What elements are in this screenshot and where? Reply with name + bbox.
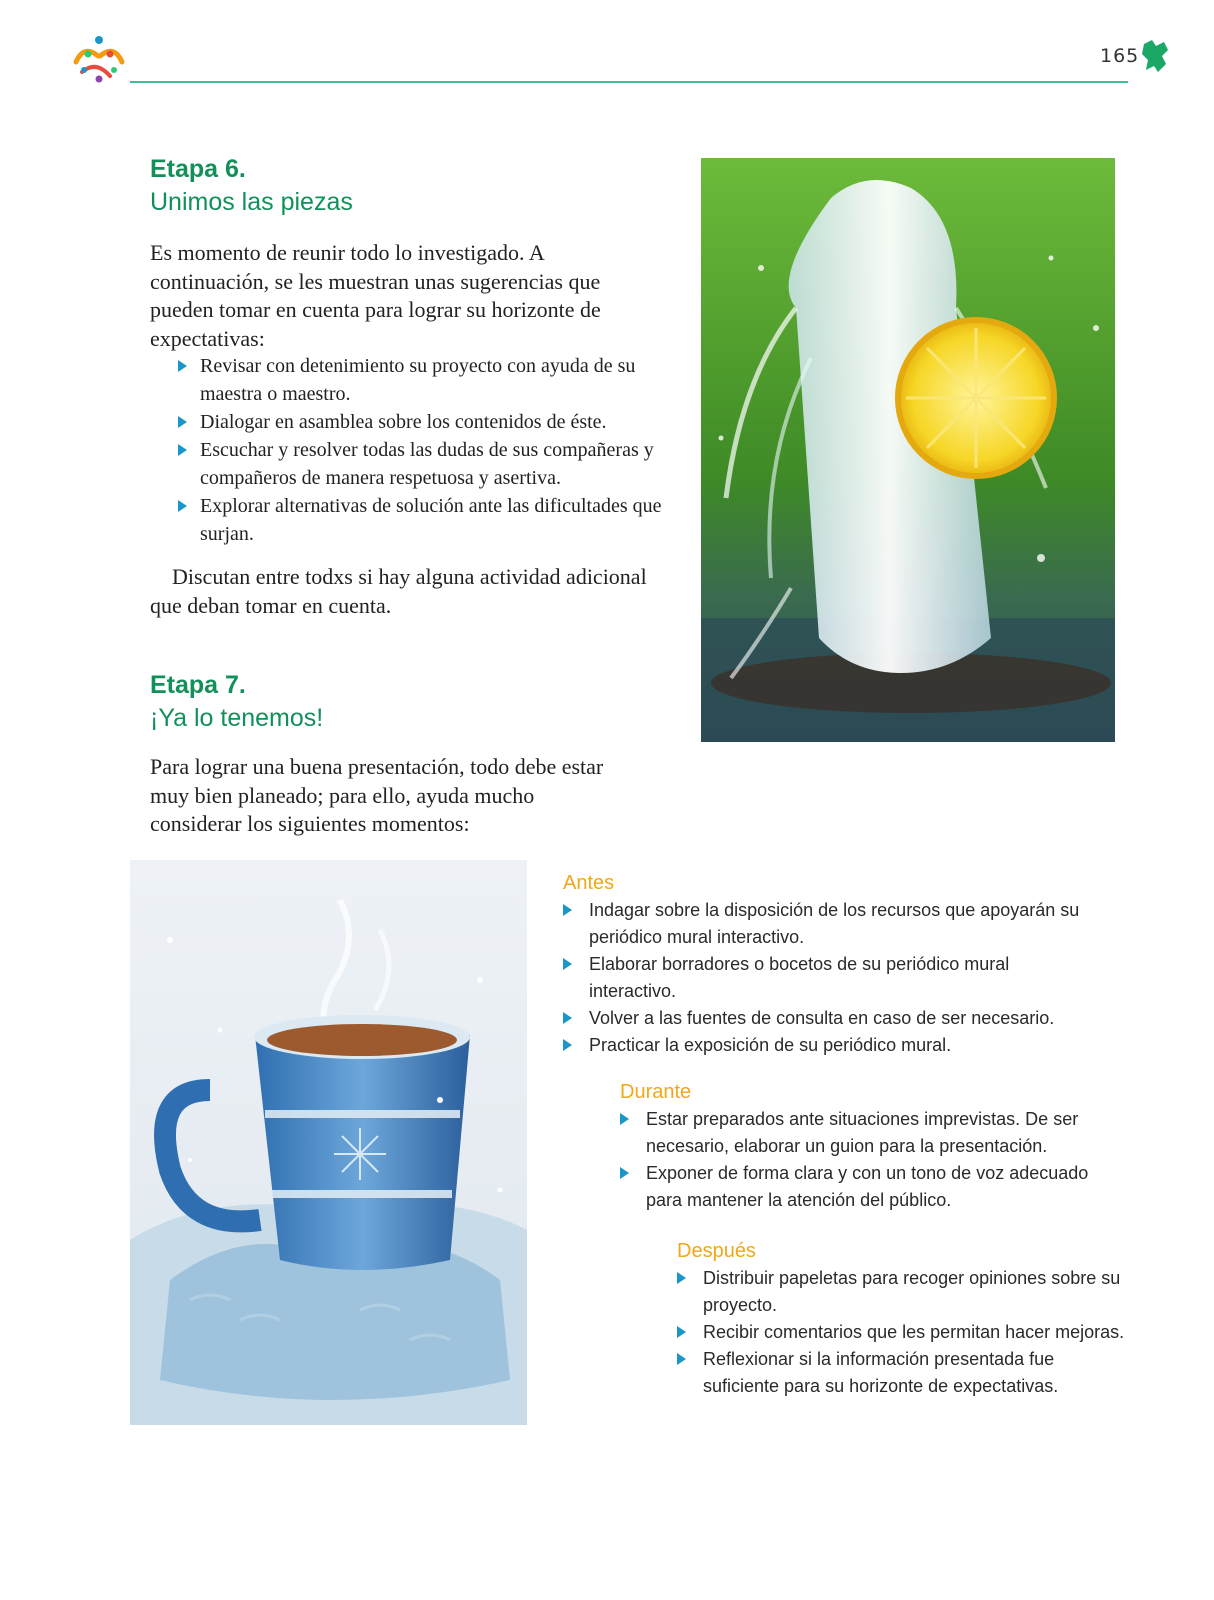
triangle-bullet-icon — [563, 1012, 572, 1024]
triangle-bullet-icon — [677, 1353, 686, 1365]
triangle-bullet-icon — [178, 416, 187, 428]
etapa-6-title: Etapa 6. — [150, 155, 246, 183]
durante-list-block — [617, 1106, 1097, 1214]
triangle-bullet-icon — [563, 1039, 572, 1051]
list-item: Volver a las fuentes de consulta en caso de ser necesario. — [560, 1005, 1080, 1032]
triangle-bullet-icon — [178, 360, 187, 372]
despues-list-block — [674, 1265, 1134, 1400]
program-logo-icon — [70, 32, 128, 86]
despues-list — [674, 1265, 1134, 1400]
list-item: Recibir comentarios que les permitan hacer mejoras. — [674, 1319, 1134, 1346]
page-number: 165 — [1100, 45, 1140, 67]
list-item: Indagar sobre la disposición de los recursos que apoyarán su periódico mural interactivo. — [560, 897, 1080, 951]
etapa-7-subtitle: ¡Ya lo tenemos! — [150, 704, 324, 732]
triangle-bullet-icon — [620, 1113, 629, 1125]
triangle-bullet-icon — [563, 904, 572, 916]
list-item: Practicar la exposición de su periódico mural. — [560, 1032, 1080, 1059]
etapa-6-intro: Es momento de reunir todo lo investigado. A continuación, se les muestran unas sugerencias que pueden tomar en cuenta para lograr su horizonte de expectativas: — [150, 240, 601, 351]
list-item: Revisar con detenimiento su proyecto con ayuda de su maestra o maestro. — [175, 352, 675, 408]
triangle-bullet-icon — [677, 1326, 686, 1338]
etapa-6-subtitle: Unimos las piezas — [150, 188, 353, 216]
list-item: Distribuir papeletas para recoger opiniones sobre su proyecto. — [674, 1265, 1134, 1319]
triangle-bullet-icon — [178, 444, 187, 456]
header-rule — [130, 81, 1128, 83]
phase-title-despues: Después — [677, 1240, 756, 1262]
etapa-6-list — [175, 352, 675, 548]
triangle-bullet-icon — [677, 1272, 686, 1284]
triangle-bullet-icon — [563, 958, 572, 970]
list-item: Explorar alternativas de solución ante las dificultades que surjan. — [175, 492, 675, 548]
list-item: Escuchar y resolver todas las dudas de sus compañeras y compañeros de manera respetuosa y asertiva. — [175, 436, 675, 492]
list-item: Estar preparados ante situaciones imprevistas. De ser necesario, elaborar un guion para la presentación. — [617, 1106, 1097, 1160]
triangle-bullet-icon — [620, 1167, 629, 1179]
water-lemon-photo — [701, 158, 1115, 742]
antes-list — [560, 897, 1080, 1059]
list-item: Elaborar borradores o bocetos de su periódico mural interactivo. — [560, 951, 1080, 1005]
list-item: Dialogar en asamblea sobre los contenidos de éste. — [175, 408, 675, 436]
etapa-7-intro: Para lograr una buena presentación, todo debe estar muy bien planeado; para ello, ayuda mucho considerar los siguientes momentos: — [150, 754, 604, 836]
etapa-7-title: Etapa 7. — [150, 671, 246, 699]
antes-list-block — [560, 897, 1080, 1059]
durante-list — [617, 1106, 1097, 1214]
list-item: Reflexionar si la información presentada fue suficiente para su horizonte de expectativas. — [674, 1346, 1134, 1400]
etapa-6-closing: Discutan entre todxs si hay alguna actividad adicional que deban tomar en cuenta. — [150, 564, 647, 618]
triangle-bullet-icon — [178, 500, 187, 512]
phase-title-antes: Antes — [563, 872, 615, 894]
map-icon — [1140, 38, 1170, 76]
list-item: Exponer de forma clara y con un tono de voz adecuado para mantener la atención del público. — [617, 1160, 1097, 1214]
phase-title-durante: Durante — [620, 1081, 692, 1103]
tea-mug-photo — [130, 860, 527, 1425]
